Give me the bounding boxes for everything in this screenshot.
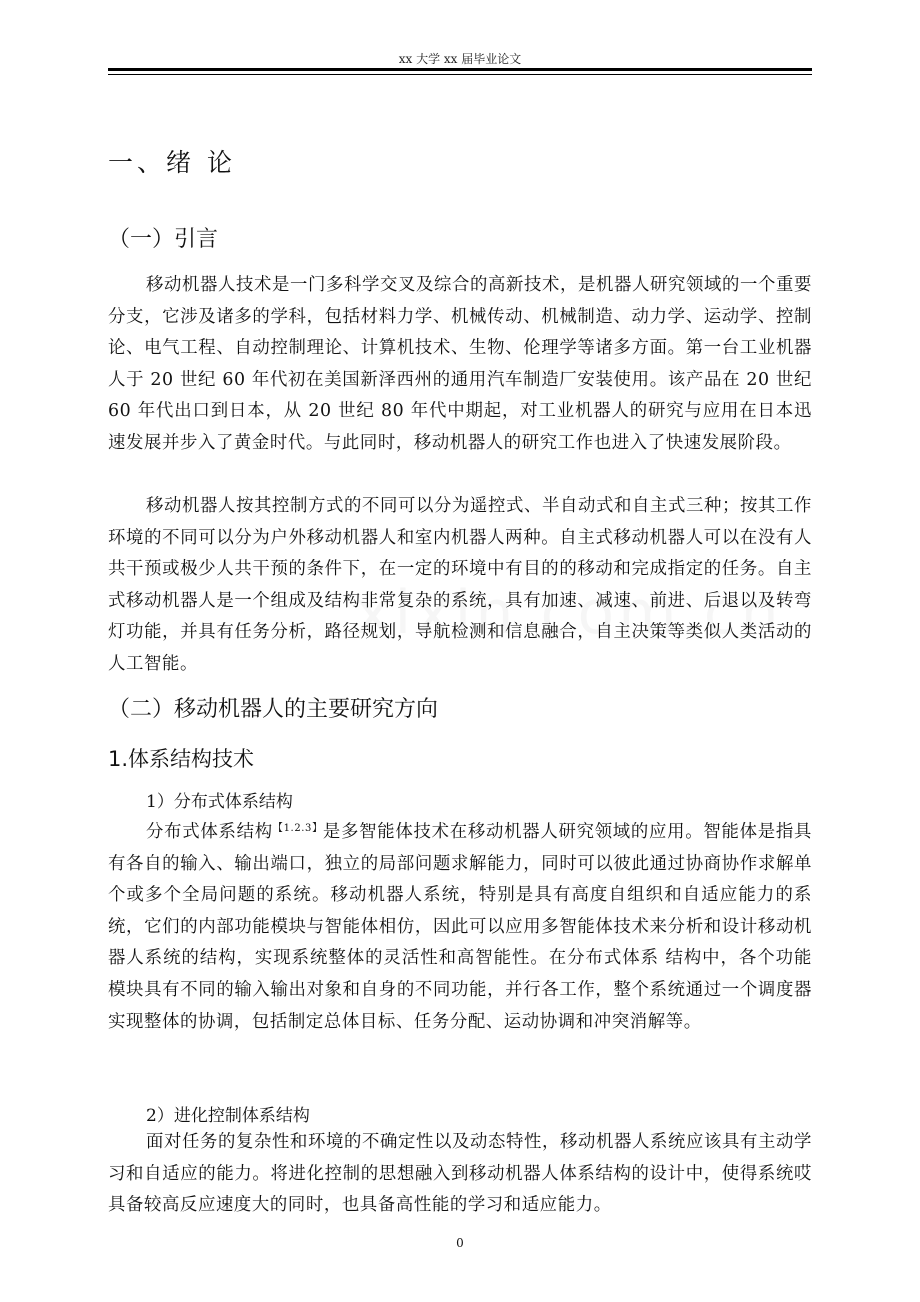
running-header: xx 大学 xx 届毕业论文 — [398, 52, 522, 66]
section-title-research: （二）移动机器人的主要研究方向 — [108, 697, 439, 722]
paragraph-distributed-lead: 分布式体系结构 — [146, 822, 273, 842]
item-title-evolutionary: 2）进化控制体系结构 — [146, 1106, 310, 1126]
page-number: 0 — [456, 1236, 464, 1250]
item-title-distributed: 1）分布式体系结构 — [146, 792, 293, 812]
paragraph-intro-2: 移动机器人按其控制方式的不同可以分为遥控式、半自动式和自主式三种；按其工作环境的不同可以分为户外移动机器人和室内机器人两种。自主式移动机器人可以在没有人共干预或极少人共干预的条件下，在一定的环境中有目的的移动和完成指定的任务。自主式移动机器人是一个组成及结构非常复杂的系统，具有加速、减速、前进、后退以及转弯灯功能，并具有任务分析，路径规划，导航检测和信息融合，自主决策等类似人类活动的人工智能。 — [108, 496, 812, 674]
paragraph-evolutionary: 面对任务的复杂性和环境的不确定性以及动态特性，移动机器人系统应该具有主动学习和自适应的能力。将进化控制的思想融入到移动机器人体系结构的设计中，使得系统哎具备较高反应速度大的同时，也具备高性能的学习和适应能力。 — [108, 1132, 812, 1216]
paragraph-distributed-body: 是多智能体技术在移动机器人研究领域的应用。智能体是指具有各自的输入、输出端口，独立的局部问题求解能力，同时可以彼此通过协商协作求解单个或多个全局问题的系统。移动机器人系统，特别是具有高度自组织和自适应能力的系统，它们的内部功能模块与智能体相仿，因此可以应用多智能体技术来分析和设计移动机器人系统的结构，实现系统整体的灵活性和高智能性。在分布式体系 结构中，各个功能模块具有不同的输入输出对象和自身的不同功能，并行各工作，整个系统通过一个调度器实现整体的协调，包括制定总体目标、任务分配、运动协调和冲突消解等。 — [108, 822, 813, 1032]
header-rule-thin — [108, 74, 812, 75]
section-title-intro: （一）引言 — [108, 227, 219, 252]
subsection-title-architecture: 1.体系结构技术 — [108, 747, 255, 771]
chapter-title: 一、绪 论 — [108, 148, 236, 177]
header-rule-thick — [108, 68, 812, 71]
paragraph-intro-1: 移动机器人技术是一门多科学交叉及综合的高新技术，是机器人研究领域的一个重要分支，它涉及诸多的学科，包括材料力学、机械传动、机械制造、动力学、运动学、控制论、电气工程、自动控制理论、计算机技术、生物、伦理学等诸多方面。第一台工业机器人于 20 世纪 60 年代初在美国新泽西州的通用汽车制造厂安装使用。该产品在 20 世纪 60 年代出口到日本，从 20 世纪 80 年代中期起，对工业机器人的研究与应用在日本迅速发展并步入了黄金时代。与此同时，移动机器人的研究工作也进入了快速发展阶段。 — [108, 275, 812, 453]
paragraph-distributed — [108, 813, 812, 1038]
citation: 【1.2.3】 — [272, 823, 323, 834]
